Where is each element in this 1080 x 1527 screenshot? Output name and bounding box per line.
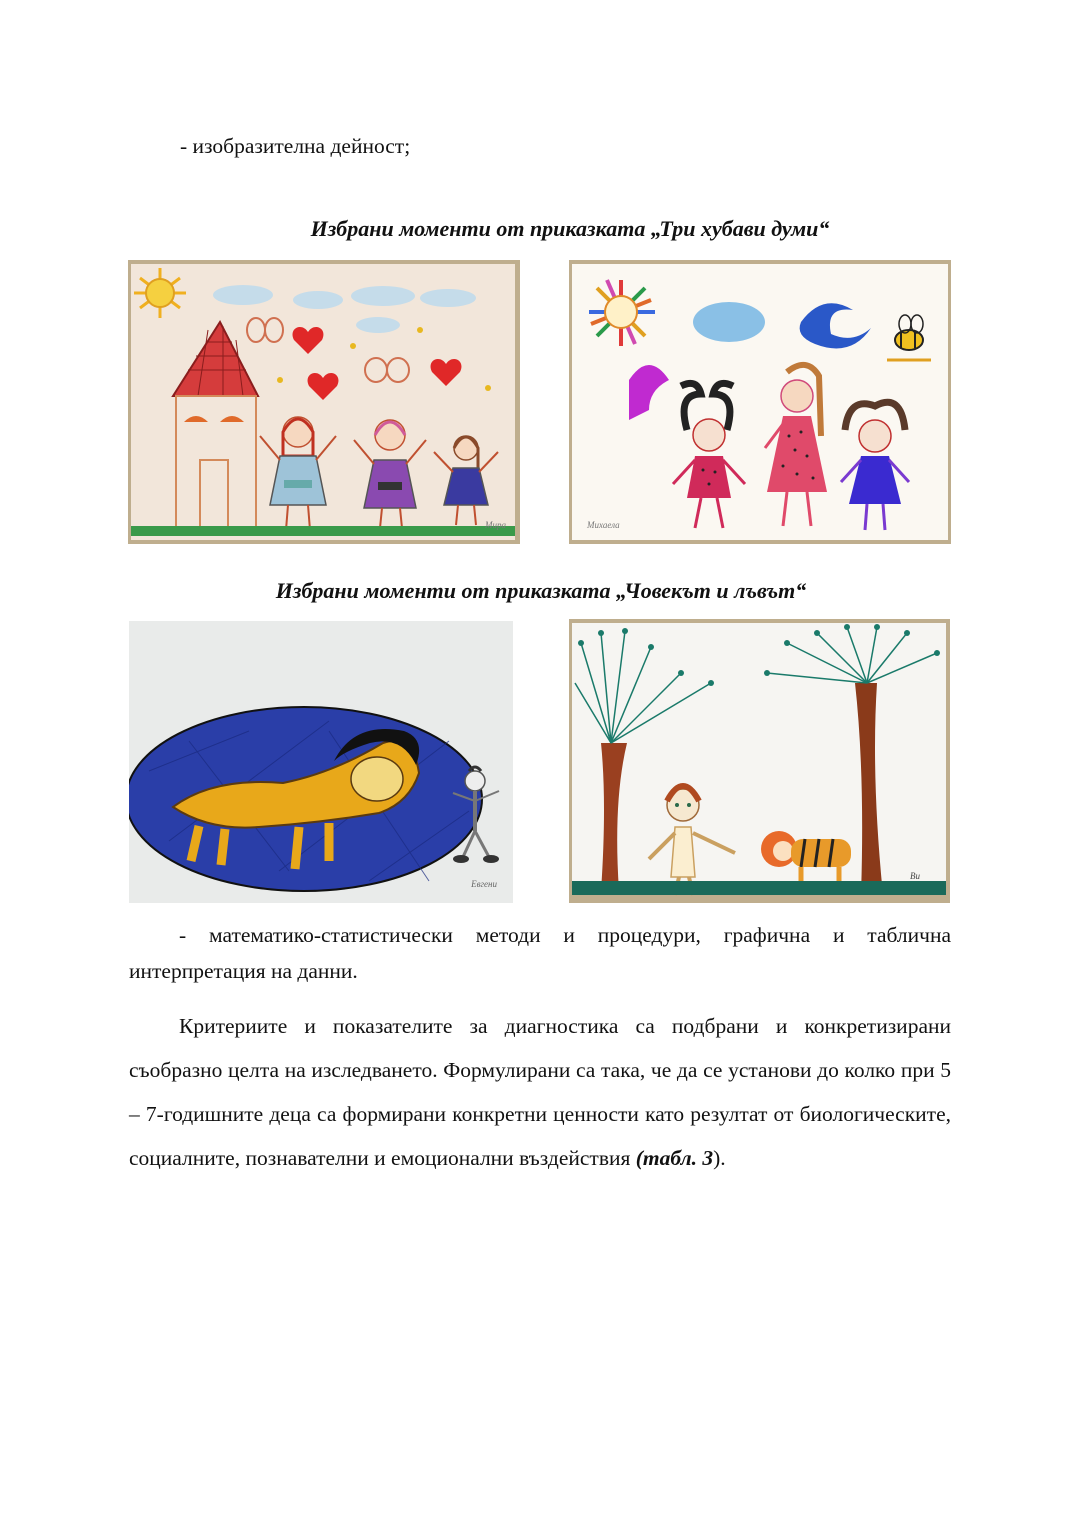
methods-item: - математико-статистически методи и процедури, графична и таблична интерпретация на данни.: [129, 923, 951, 983]
drawing-lion-sleeping: [129, 621, 513, 903]
caption-story-2: Избрани моменти от приказката „Човекът и лъвът“: [275, 578, 807, 603]
drawing-three-girls-sun: [569, 260, 951, 544]
drawing-man-and-lion: [569, 619, 950, 903]
drawing-signature: Мира: [485, 520, 506, 530]
activity-item: - изобразителна дейност;: [180, 134, 411, 158]
criteria-paragraph: [129, 1004, 951, 1180]
drawing-signature: Евгени: [471, 879, 497, 889]
caption-story-1: Избрани моменти от приказката „Три хубави думи“: [310, 216, 830, 241]
criteria-text: Критериите и показателите за диагностика са подбрани и конкретизирани съобразно целта на изследването. Формулирани са така, че да се установи до колко при 5 – 7-годишните деца са формирани конкретни ценности като резултат от биологическите, социалните, познавателни и емоционални въздействия: [129, 1014, 951, 1170]
closing-punctuation: ).: [713, 1146, 726, 1170]
table-reference: (табл. 3: [635, 1146, 714, 1170]
drawing-signature: Михаела: [587, 520, 620, 530]
drawing-three-girls-house: [128, 260, 520, 544]
drawing-signature: Ви: [910, 871, 920, 881]
